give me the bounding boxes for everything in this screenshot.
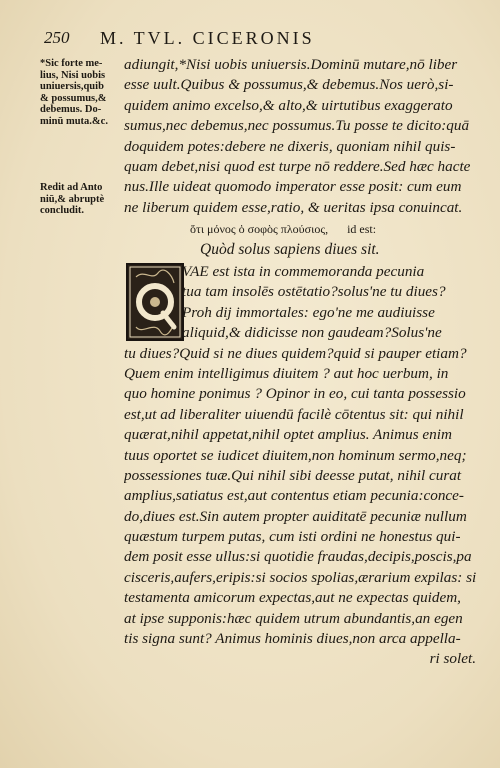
text-line: VAE est ista in commemoranda pecunia (182, 263, 425, 280)
text-line: do,diues est.Sin autem propter auiditatē pecuniæ nullum (124, 507, 467, 525)
text-line: Quem enim intelligimus diuitem ? aut hoc uerbum, in (124, 364, 449, 382)
marginal-note-line: & possumus,& (40, 92, 107, 104)
text-line: adiungit,*Nisi uobis uniuersis.Dominū mutare,nō liber (124, 56, 458, 73)
text-line: est,ut ad liberaliter uiuendū facilè cōtentus sit: qui nihil (124, 405, 464, 423)
greek-line (190, 222, 376, 237)
marginal-note-line: niū,& abruptè (40, 193, 105, 205)
body-text-main (124, 262, 476, 670)
id-est-text: id est: (347, 222, 377, 236)
section-title: Quòd solus sapiens diues sit. (200, 241, 380, 258)
text-line: doquidem potes:debere ne dixeris, quoniam nihil quis- (124, 137, 456, 155)
marginal-note-line: debemus. Do- (40, 104, 102, 116)
text-line: tu diues?Quid si ne diues quidem?quid si pauper etiam? (124, 344, 467, 362)
text-line: testamenta amicorum expectas,aut ne expectas quidem, (124, 589, 461, 607)
marginal-note-line: lius, Nisi uobis (40, 69, 106, 81)
text-line: quo homine ponimus ? Opinor in eo, cui tanta possessio (124, 385, 466, 403)
running-head: M. TVL. CICERONIS (100, 28, 315, 48)
text-line: quidem animo excelso,& alto,& uirtutibus exaggerato (124, 96, 453, 114)
text-line: quam debet,nisi quod est turpe nō reddere.Sed hæc hacte (124, 157, 471, 175)
marginal-note-line: uniuersis,quib (40, 81, 104, 93)
text-line: quærat,nihil appetat,nihil optet amplius. Animus enim (124, 426, 452, 444)
text-line: amplius,satiatus est,aut contentus etiam pecunia:conce- (124, 487, 464, 505)
marginal-note-1 (40, 58, 122, 128)
marginal-note-line: concludit. (40, 205, 85, 217)
page-header (44, 28, 464, 52)
marginal-note-line: Redit ad Anto (40, 182, 103, 193)
text-line: at ipse supponis:hæc quidem utrum abundantis,an egen (124, 609, 463, 627)
text-line: dem posit esse ullus:si quotidie fraudas,decipis,poscis,pa (124, 548, 472, 566)
text-line: quæstum turpem putas, cum isti ordini ne honestus qui- (124, 528, 461, 546)
text-line: tua tam insolēs ostētatio?solus'ne tu diues? (182, 283, 446, 301)
text-line: ne liberum quidem esse,ratio, & ueritas ipsa conuincat. (124, 198, 463, 216)
body-text-top (124, 55, 476, 218)
text-line: Proh dij immortales: ego'ne me audiuisse (182, 303, 435, 321)
page-number: 250 (44, 28, 70, 47)
text-line: cisceris,aufers,eripis:si socios spolias,ærarium expilas: si (124, 568, 476, 586)
text-line: aliquid,& didicisse non gaudeam?Solus'ne (182, 324, 442, 342)
marginal-note-2 (40, 182, 122, 217)
text-line: tuus oportet se iudicet diuitem,non hominum sermo,neq; (124, 446, 467, 464)
text-line: sumus,nec debemus,nec possumus.Tu posse te dicito:quā (124, 117, 470, 135)
text-line: esse uult.Quibus & possumus,& debemus.Nos uerò,si- (124, 76, 454, 94)
text-line: ri solet. (429, 650, 476, 668)
text-line: possessiones tuæ.Qui nihil sibi deesse putat, nihil curat (124, 466, 462, 484)
text-line: nus.Ille uideat quomodo imperator esse posit: cum eum (124, 178, 462, 196)
text-line: tis signa sunt? Animus hominis diues,non arca appella- (124, 630, 461, 648)
greek-phrase: ὅτι μόνος ὁ σοφὸς πλούσιος, (190, 222, 329, 236)
marginal-note-line: *Sic forte me- (40, 58, 103, 69)
marginal-note-line: minū muta.&c. (40, 115, 108, 127)
